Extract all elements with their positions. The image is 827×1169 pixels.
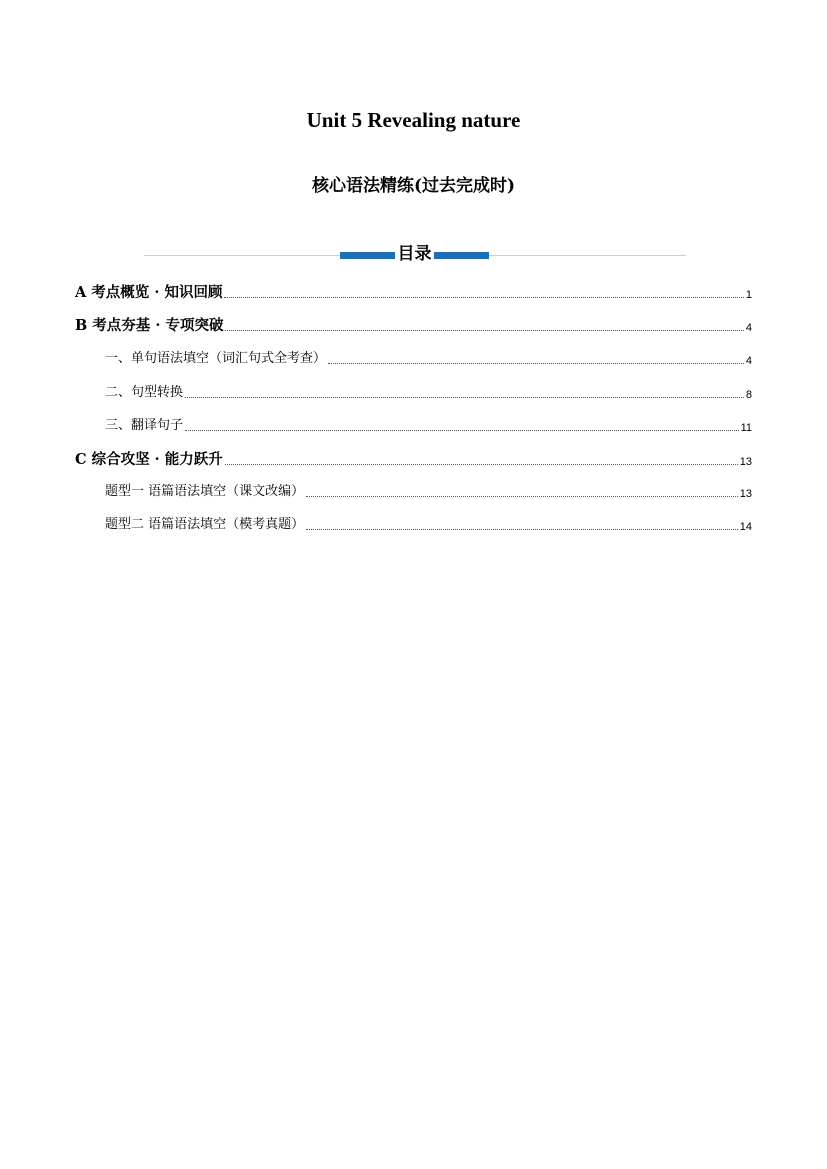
toc-header <box>144 242 686 268</box>
toc-entry-b2[interactable] <box>105 380 752 404</box>
toc-entry-page: 13 <box>739 488 752 500</box>
toc-leader-dots <box>185 429 739 431</box>
toc-entry-label: C 综合攻坚 · 能力跃升 <box>75 451 223 468</box>
toc-leader-dots <box>225 329 743 331</box>
toc-leader-dots <box>185 396 744 398</box>
toc-entry-a[interactable] <box>75 280 752 304</box>
toc-entry-page: 8 <box>745 389 752 401</box>
document-subtitle: 核心语法精练(过去完成时) <box>311 176 516 196</box>
toc-leader-dots <box>306 495 738 497</box>
toc-entry-b1[interactable] <box>105 346 752 370</box>
toc-entry-c2[interactable] <box>105 512 752 536</box>
toc-entry-page: 4 <box>745 322 752 334</box>
toc-entry-b[interactable] <box>75 313 752 337</box>
toc-heading: 目录 <box>395 242 434 266</box>
document-title: Unit 5 Revealing nature <box>306 108 521 132</box>
toc-leader-dots <box>328 362 744 364</box>
toc-entry-label: 题型二 语篇语法填空（模考真题） <box>105 517 305 532</box>
toc-accent-bar-right <box>434 252 489 259</box>
toc-entry-label: 三、翻译句子 <box>105 418 184 433</box>
toc-entry-page: 13 <box>739 456 752 468</box>
toc-entry-label: 二、句型转换 <box>105 385 184 400</box>
toc-accent-bar-left <box>340 252 395 259</box>
toc-leader-dots <box>224 296 743 298</box>
toc-entry-label: B 考点夯基 · 专项突破 <box>75 317 224 334</box>
toc-entry-label: 一、单句语法填空（词汇句式全考查） <box>105 351 327 366</box>
toc-leader-dots <box>225 463 738 465</box>
toc-entry-label: A 考点概览 · 知识回顾 <box>75 284 223 301</box>
toc-entry-b3[interactable] <box>105 413 752 437</box>
toc-leader-dots <box>306 528 738 530</box>
toc-entry-label: 题型一 语篇语法填空（课文改编） <box>105 484 305 499</box>
toc-entry-page: 1 <box>745 289 752 301</box>
toc-entry-page: 11 <box>740 422 752 434</box>
toc-entry-page: 14 <box>739 521 752 533</box>
toc-entry-page: 4 <box>745 355 752 367</box>
toc-entry-c[interactable] <box>75 447 752 471</box>
toc-entry-c1[interactable] <box>105 479 752 503</box>
